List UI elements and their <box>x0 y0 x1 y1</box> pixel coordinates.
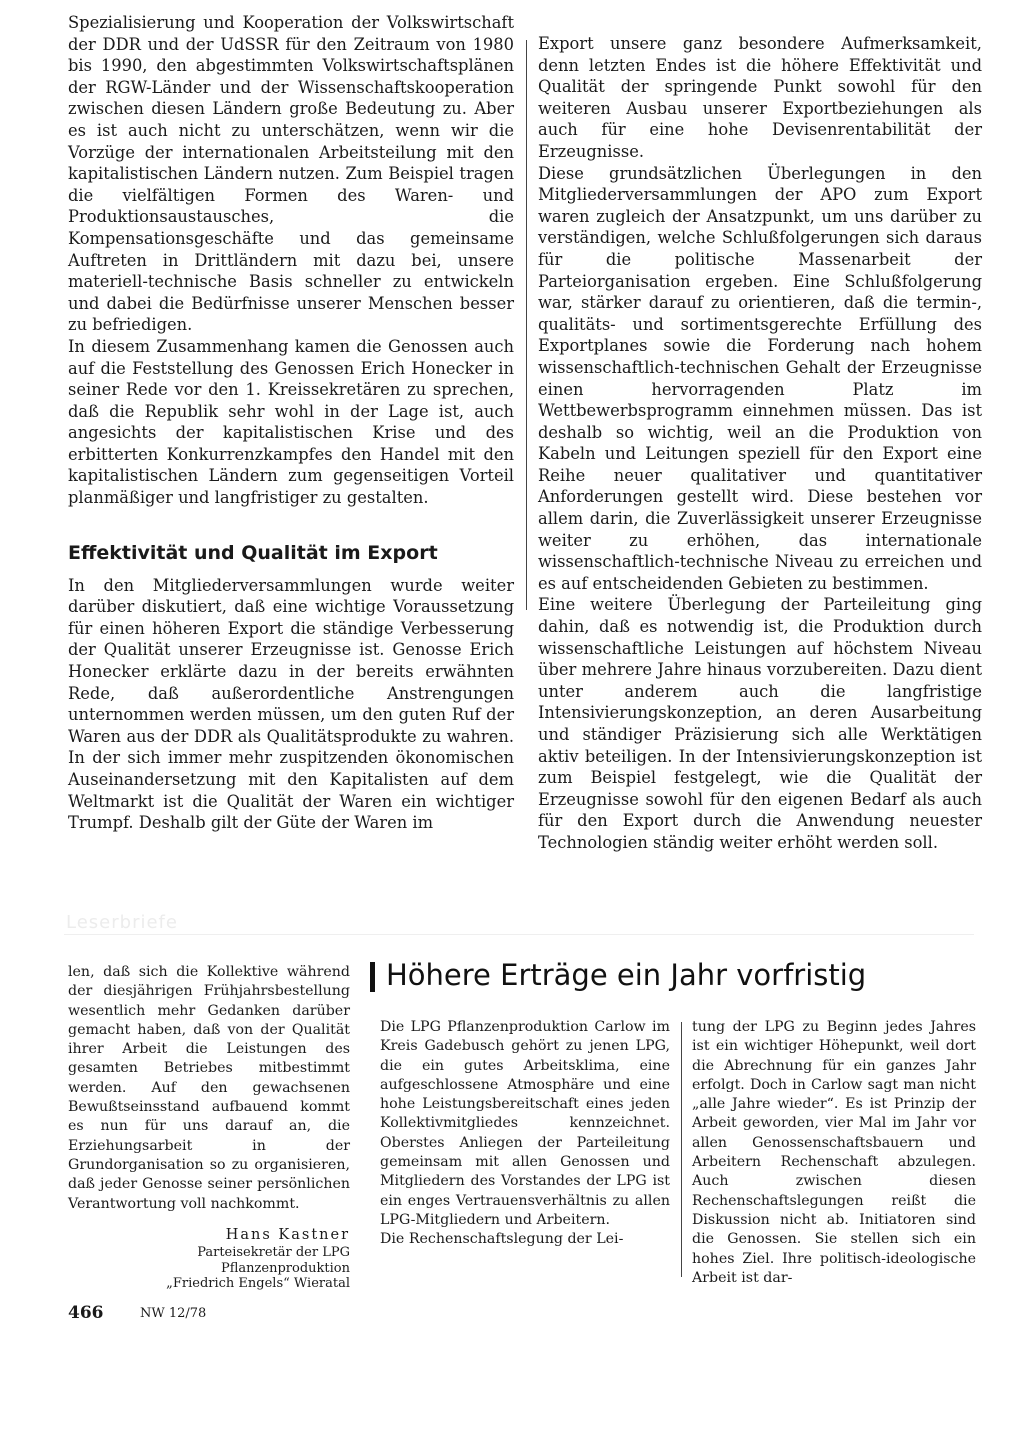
letter-column <box>68 963 350 1292</box>
paragraph: len, daß sich die Kollektive während der diesjährigen Frühjahrsbestellung wesentlich mehr Gedanken darüber gemacht haben, daß von der Qualität ihrer Arbeit die Leistungen des gesamten Betriebes mitbestimmt werden. Auf den gewachsenen Bewußtseinsstand aufbauend kommt es nun für uns darauf an, die Erziehungsarbeit in der Grundorganisation so zu organisieren, daß jeder Genosse seiner persönlichen Verantwortung voll nachkommt. <box>68 964 350 1212</box>
author-block <box>68 1226 350 1292</box>
paragraph: Spezialisierung und Kooperation der Volkswirtschaft der DDR und der UdSSR für den Zeitraum von 1980 bis 1990, den abgestimmten Volkswirtschaftsplänen der RGW-Länder und der Wissenschaftskooperation zwischen diesen Ländern große Bedeutung zu. Aber es ist auch nicht zu unterschätzen, wenn wir die Vorzüge der internationalen Arbeitsteilung mit den kapitalistischen Ländern nutzen. Zum Beispiel tragen die vielfältigen Formen des Waren- und Produktionsaustausches, die Kompensationsgeschäfte und das gemeinsame Auftreten in Drittländern mit dazu bei, unsere materiell-technische Basis schneller zu entwickeln und dabei die Bedürfnisse unserer Menschen besser zu befriedigen. <box>68 13 514 335</box>
paragraph: In diesem Zusammenhang kamen die Genossen auch auf die Feststellung des Genossen Erich Honecker in seiner Rede vor den 1. Kreissekretären zu sprechen, daß die Republik sehr wohl in der Lage ist, auch angesichts der kapitalistischen Krise und des erbitterten Konkurrenzkampfes den Handel mit den kapitalistischen Ländern zum gegenseitigen Vorteil planmäßiger und langfristiger zu gestalten. <box>68 336 514 508</box>
article-headline: Höhere Erträge ein Jahr vorfristig <box>386 958 867 992</box>
bottom-article-column-right <box>692 1018 976 1288</box>
paragraph: Eine weitere Überlegung der Parteileitung ging dahin, daß es notwendig ist, die Produktion durch wissenschaftliche Leistungen auf höchstem Niveau über mehrere Jahre hinaus vorzubereiten. Dazu dient unter anderem auch die langfristige Intensivierungskonzeption, an deren Ausarbeitung und ständiger Präzisierung sich alle Werktätigen aktiv beteiligen. In der Intensivierungskonzeption ist zum Beispiel festgelegt, wie die Qualität der Erzeugnisse sowohl für den eigenen Bedarf als auch für den Export durch die Anwendung neuester Technologien ständig weiter erhöht werden soll. <box>538 595 982 852</box>
author-role: Parteisekretär der LPG <box>197 1245 350 1261</box>
paragraph: In den Mitgliederversammlungen wurde weiter darüber diskutiert, daß eine wichtige Voraussetzung für einen höheren Export die ständige Verbesserung der Qualität unserer Erzeugnisse ist. Genosse Erich Honecker erklärte dazu in der bereits erwähnten Rede, daß außerordentliche Anstrengungen unternommen werden müssen, um den guten Ruf der Waren aus der DDR als Qualitätsprodukte zu wahren. In der sich immer mehr zuspitzenden ökonomischen Auseinandersetzung mit den Kapitalisten auf dem Weltmarkt ist die Qualität der Waren ein wichtiger Trumpf. Deshalb gilt der Güte der Waren im <box>68 575 514 833</box>
issue-reference: NW 12/78 <box>140 1306 207 1321</box>
faded-section-label: Leserbriefe <box>66 912 178 933</box>
column-divider <box>681 1022 682 1277</box>
top-article-column-left <box>68 12 514 834</box>
section-subheading: Effektivität und Qualität im Export <box>68 541 438 564</box>
author-role: Pflanzenproduktion <box>221 1260 350 1276</box>
column-divider <box>526 40 527 610</box>
author-role: „Friedrich Engels“ Wieratal <box>166 1276 350 1292</box>
paragraph: Export unsere ganz besondere Aufmerksamkeit, denn letzten Endes ist die höhere Effektivität und Qualität der springende Punkt sowohl für den weiteren Ausbau unserer Exportbeziehungen als auch für eine hohe Devisenrentabilität der Erzeugnisse. <box>538 34 982 161</box>
paragraph: Die LPG Pflanzenproduktion Carlow im Kreis Gadebusch gehört zu jenen LPG, die ein gutes Arbeitsklima, eine aufgeschlossene Atmosphäre und eine hohe Leistungsbereitschaft eines jeden Kollektivmitgliedes kennzeichnet. Oberstes Anliegen der Parteileitung gemeinsam mit allen Genossen und Mitgliedern des Vorstandes der LPG ist ein enges Vertrauensverhältnis zu allen LPG-Mitgliedern und Arbeitern. <box>380 1019 670 1228</box>
paragraph: tung der LPG zu Beginn jedes Jahres ist ein wichtiger Höhepunkt, weil dort die Abrechnung für ein ganzes Jahr erfolgt. Doch in Carlow sagt man nicht „alle Jahre wieder“. Es ist Prinzip der Arbeit geworden, vier Mal im Jahr vor allen Genossenschaftsbauern und Arbeitern Rechenschaft abzulegen. Auch zwischen diesen Rechenschaftslegungen reißt die Diskussion nicht ab. Initiatoren sind die Genossen. Sie stellen sich ein hohes Ziel. Ihre politisch-ideologische Arbeit ist dar- <box>692 1019 976 1286</box>
paragraph: Die Rechenschaftslegung der Lei- <box>380 1231 624 1248</box>
paragraph: Diese grundsätzlichen Überlegungen in den Mitgliederversammlungen der APO zum Export waren zugleich der Ansatzpunkt, um uns darüber zu verständigen, welche Schlußfolgerungen sich daraus für die politische Massenarbeit der Parteiorganisation ergeben. Eine Schlußfolgerung war, stärker darauf zu orientieren, daß die termin-, qualitäts- und sortimentsgerechte Erfüllung des Exportplanes sowie die Forderung nach hohem wissenschaftlich-technischen Gehalt der Erzeugnisse einen hervorragenden Platz im Wettbewerbsprogramm einnehmen müssen. Das ist deshalb so wichtig, weil an die Produktion von Kabeln und Leitungen speziell für den Export eine Reihe neuer qualitativer und quantitativer Anforderungen gestellt wird. Diese bestehen vor allem darin, die Zuverlässigkeit unserer Erzeugnisse weiter zu erhöhen, das internationale wissenschaftlich-technische Niveau zu erreichen und es auf entscheidenden Gebieten zu bestimmen. <box>538 163 982 593</box>
headline-rule <box>370 962 375 992</box>
section-separator <box>64 934 974 935</box>
top-article-column-right <box>538 33 982 854</box>
bottom-article-column-left <box>380 1018 670 1250</box>
author-name: Hans Kastner <box>225 1226 350 1243</box>
page-number: 466 <box>68 1303 104 1323</box>
